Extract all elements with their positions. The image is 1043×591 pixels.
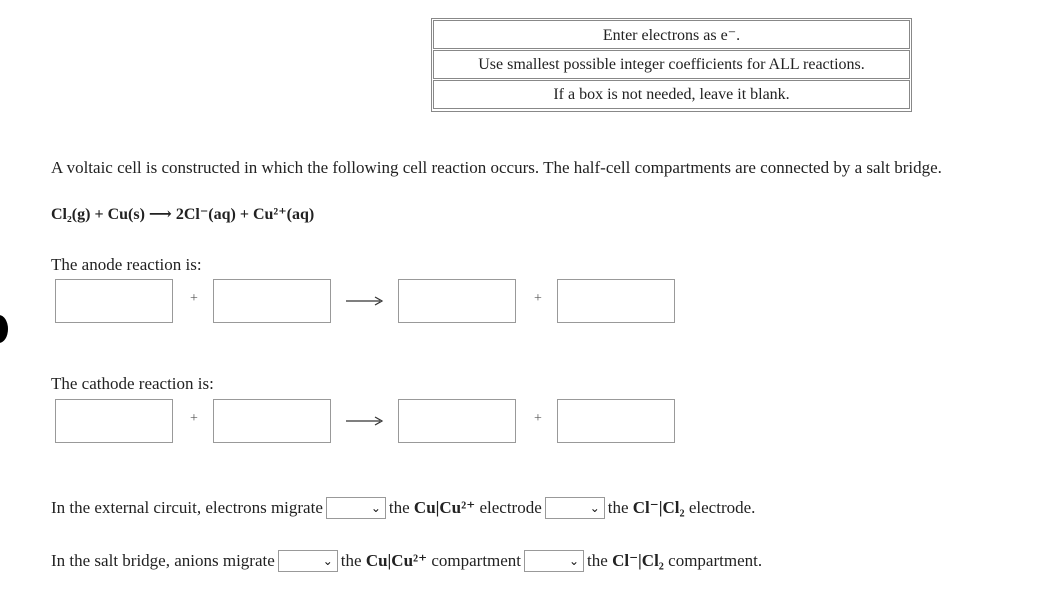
instruction-blank-boxes: If a box is not needed, leave it blank. — [433, 80, 910, 109]
chevron-down-icon: ⌄ — [568, 554, 580, 568]
external-direction-2-select[interactable] — [545, 497, 605, 519]
edge-marker — [0, 315, 8, 343]
salt-bridge-prefix: In the salt bridge, anions migrate — [51, 551, 275, 570]
arrow-right-icon — [346, 416, 384, 426]
cathode-plus-2: + — [534, 411, 542, 426]
cell-reaction-equation: Cl₂(g) + Cu(s) ⟶ 2Cl⁻(aq) + Cu²⁺(aq) — [51, 206, 315, 223]
chevron-down-icon: ⌄ — [370, 501, 381, 515]
salt-bridge-sentence: In the salt bridge, anions migrate ⌄ the Cu|Cu²⁺ compartment ⌄ the Cl⁻|Cl₂ compartment. — [51, 551, 763, 570]
instruction-coefficients: Use smallest possible integer coefficients for ALL reactions. — [433, 50, 910, 79]
instructions-table — [431, 18, 912, 112]
cathode-product-2-input[interactable] — [557, 399, 675, 443]
saltbridge-direction-2-select[interactable] — [524, 550, 584, 572]
anode-label: The anode reaction is: — [51, 255, 202, 274]
chevron-down-icon: ⌄ — [589, 501, 600, 515]
cathode-reactant-2-input[interactable] — [213, 399, 331, 443]
arrow-right-icon — [346, 296, 384, 306]
anode-product-1-input[interactable] — [398, 279, 516, 323]
cathode-label: The cathode reaction is: — [51, 374, 214, 393]
instruction-electrons: Enter electrons as e⁻. — [433, 20, 910, 49]
cathode-product-1-input[interactable] — [398, 399, 516, 443]
anode-plus-1: + — [190, 291, 198, 306]
cathode-reactant-1-input[interactable] — [55, 399, 173, 443]
external-direction-1-select[interactable] — [326, 497, 386, 519]
question-intro: A voltaic cell is constructed in which the following cell reaction occurs. The half-cell compartments are connected by a salt bridge. — [51, 158, 942, 177]
anode-product-2-input[interactable] — [557, 279, 675, 323]
anode-plus-2: + — [534, 291, 542, 306]
chevron-down-icon: ⌄ — [322, 554, 333, 568]
anode-reactant-2-input[interactable] — [213, 279, 331, 323]
external-circuit-prefix: In the external circuit, electrons migrate — [51, 498, 323, 517]
cathode-plus-1: + — [190, 411, 198, 426]
external-circuit-sentence: In the external circuit, electrons migrate ⌄ the Cu|Cu²⁺ electrode ⌄ the Cl⁻|Cl₂ electrode. — [51, 498, 756, 517]
saltbridge-direction-1-select[interactable] — [278, 550, 338, 572]
anode-reactant-1-input[interactable] — [55, 279, 173, 323]
